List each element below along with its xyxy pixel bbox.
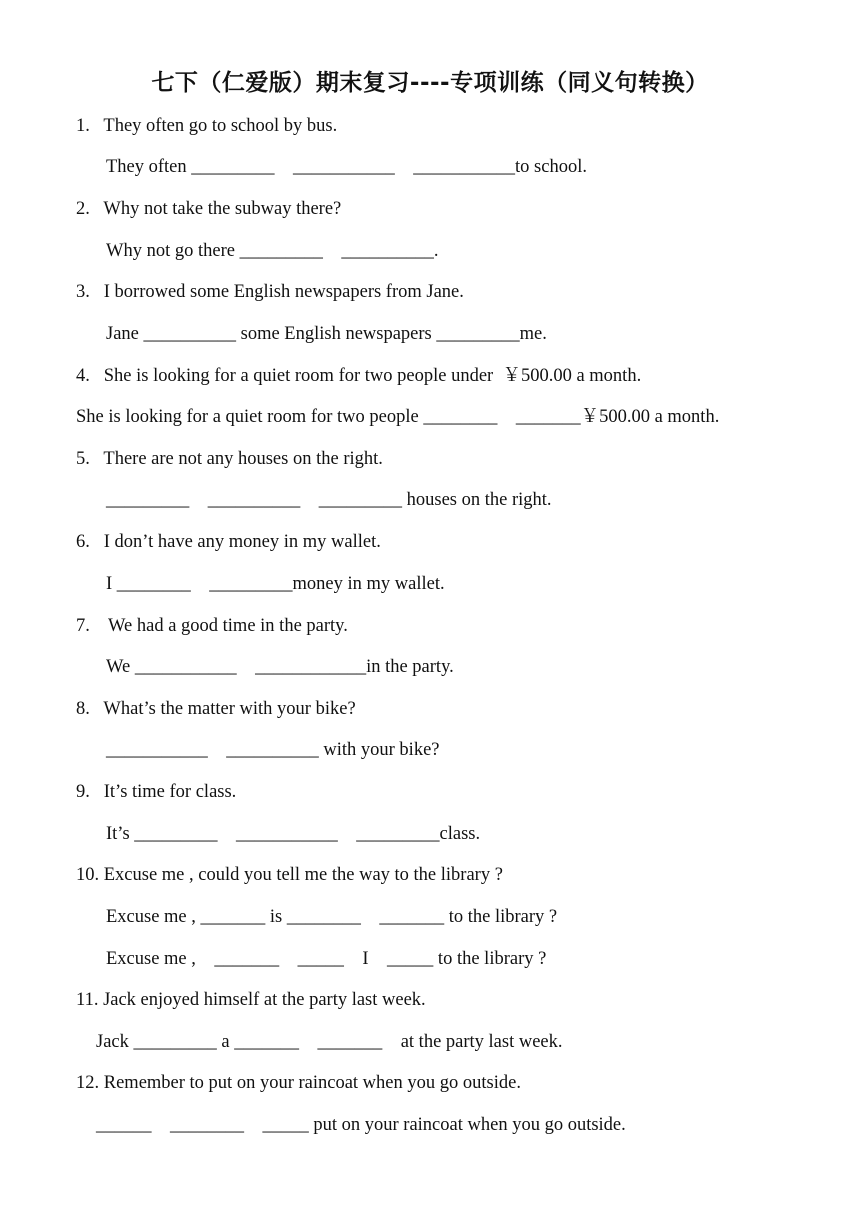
question-12: 12. Remember to put on your raincoat when you go outside. [76, 1073, 521, 1093]
question-6: 6. I don’t have any money in my wallet. [76, 532, 381, 552]
answer-8: ___________ __________ with your bike? [106, 740, 440, 760]
answer-9: It’s _________ ___________ _________class. [106, 824, 481, 844]
question-1: 1. They often go to school by bus. [76, 116, 338, 136]
answer-1: They often _________ ___________ ___________to school. [106, 157, 587, 177]
answer-6: I ________ _________money in my wallet. [106, 574, 445, 594]
answer-5: _________ __________ _________ houses on the right. [106, 490, 552, 510]
answer-12: ______ ________ _____ put on your raincoat when you go outside. [96, 1115, 626, 1135]
answer-7: We ___________ ____________in the party. [106, 657, 454, 677]
answer-3: Jane __________ some English newspapers _________me. [106, 324, 547, 344]
question-11: 11. Jack enjoyed himself at the party last week. [76, 990, 426, 1010]
question-4: 4. She is looking for a quiet room for two people under ￥500.00 a month. [76, 366, 642, 386]
question-3: 3. I borrowed some English newspapers from Jane. [76, 282, 464, 302]
question-2: 2. Why not take the subway there? [76, 199, 342, 219]
question-5: 5. There are not any houses on the right. [76, 449, 383, 469]
answer-11: Jack _________ a _______ _______ at the party last week. [96, 1032, 563, 1052]
answer-4: She is looking for a quiet room for two people ________ _______￥500.00 a month. [76, 407, 720, 427]
answer-10a: Excuse me , _______ is ________ _______ to the library ? [106, 907, 558, 927]
question-9: 9. It’s time for class. [76, 782, 237, 802]
question-7: 7. We had a good time in the party. [76, 616, 348, 636]
question-10: 10. Excuse me , could you tell me the way to the library ? [76, 865, 503, 885]
answer-10b: Excuse me , _______ _____ I _____ to the library ? [106, 949, 547, 969]
answer-2: Why not go there _________ __________. [106, 241, 439, 261]
page-title: 七下（仁爱版）期末复习----专项训练（同义句转换） [151, 70, 709, 96]
question-8: 8. What’s the matter with your bike? [76, 699, 356, 719]
